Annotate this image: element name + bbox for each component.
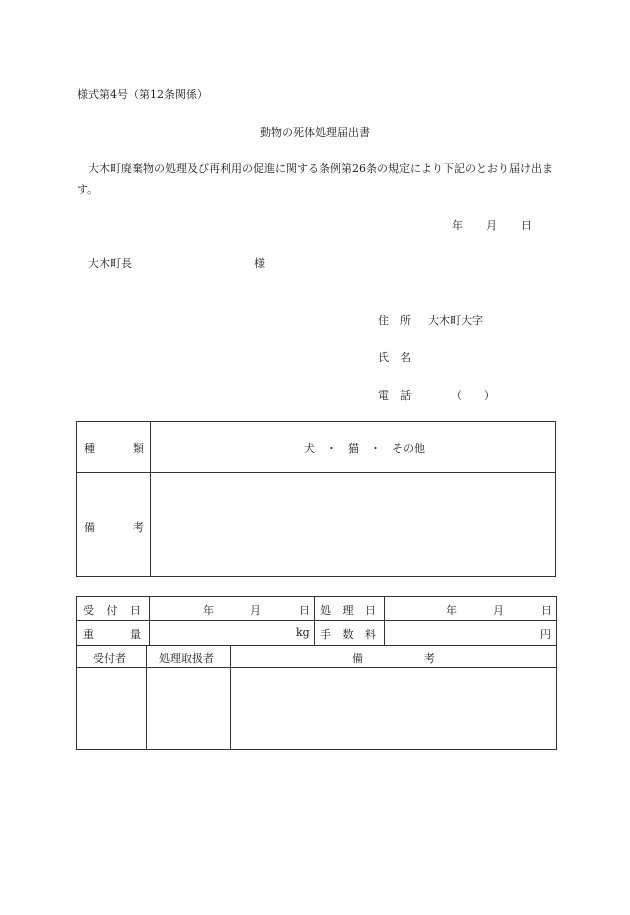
processed-month: 月 [493, 604, 504, 617]
office-use-table [76, 596, 557, 750]
honorific: 様 [254, 257, 265, 270]
kind-options: 犬 ・ 猫 ・ その他 [304, 442, 425, 455]
name-label: 氏 名 [378, 351, 411, 364]
received-day: 日 [299, 604, 310, 617]
processed-date-label: 処 理 日 [320, 604, 376, 617]
body-text: 大木町廃棄物の処理及び再利用の促進に関する条例第26条の規定により下記のとおり届け出ます。 [77, 162, 553, 196]
date-year-label: 年 [452, 219, 463, 232]
phone-label: 電 話 [378, 389, 411, 402]
note-header-char-1: 備 [352, 652, 363, 665]
document-title: 動物の死体処理届出書 [260, 126, 370, 139]
weight-label: 重 量 [83, 628, 141, 641]
handler-header: 処理取扱者 [159, 652, 214, 665]
receiver-header: 受付者 [93, 652, 126, 665]
address-label: 住 所 [378, 314, 411, 327]
kind-label: 種 類 [84, 442, 144, 455]
address-value: 大木町大字 [428, 314, 483, 327]
date-day-label: 日 [521, 219, 532, 232]
weight-unit: kg [296, 626, 310, 639]
processed-year: 年 [446, 604, 457, 617]
fee-label: 手 数 料 [320, 628, 376, 641]
processed-day: 日 [541, 604, 552, 617]
animal-info-table [76, 421, 556, 577]
date-month-label: 月 [486, 219, 497, 232]
form-number: 様式第4号（第12条関係） [77, 88, 208, 101]
received-date-label: 受 付 日 [83, 604, 141, 617]
received-year: 年 [203, 604, 214, 617]
fee-unit: 円 [540, 628, 551, 641]
note-label: 備 考 [84, 521, 144, 534]
note-header-char-2: 考 [424, 652, 435, 665]
received-month: 月 [250, 604, 261, 617]
addressee: 大木町長 [88, 257, 132, 270]
phone-paren: （ ） [451, 389, 495, 402]
